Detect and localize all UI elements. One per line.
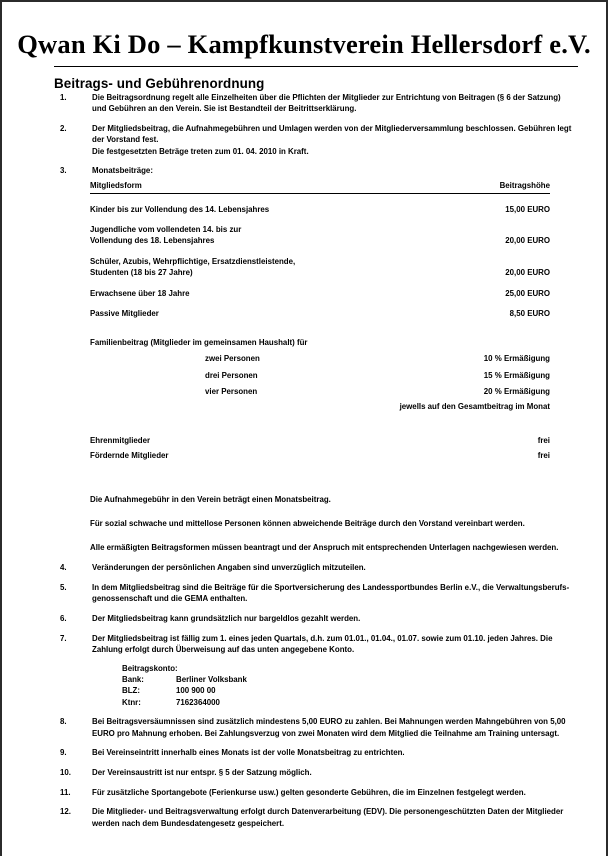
page-title: Qwan Ki Do – Kampfkunstverein Hellersdorf e.V. <box>17 29 591 59</box>
table-row <box>90 215 550 246</box>
clause-item <box>54 787 576 798</box>
family-fee-body <box>90 354 550 403</box>
clauses-mid-list <box>2 562 606 655</box>
clause-item <box>54 92 576 114</box>
clause-number: 9. <box>60 748 67 758</box>
bank-detail-row <box>122 697 606 708</box>
clause-number: 1. <box>60 93 67 103</box>
family-fee-table <box>90 354 550 403</box>
free-membership-row <box>90 436 550 451</box>
table-row <box>90 278 550 299</box>
fee-table-body <box>90 194 550 320</box>
fee-table-header-row <box>90 181 550 194</box>
bank-detail-value: 100 900 00 <box>176 686 216 696</box>
title-divider <box>54 66 578 67</box>
clause-number: 3. <box>60 166 67 176</box>
bank-detail-value: 7162364000 <box>176 697 220 707</box>
clause-number: 4. <box>60 563 67 573</box>
clauses-top-list <box>2 92 606 176</box>
family-discount-value: 20 % Ermäßigung <box>483 386 550 396</box>
clause-item <box>54 633 576 655</box>
clause-text: Der Mitgliedsbeitrag, die Aufnahmegebühren und Umlagen werden von der Mitgliederversammlung beschlossen. Gebühren legt der Vorstand fest. <box>92 124 572 145</box>
clause-item <box>54 806 576 828</box>
note-paragraph: Alle ermäßigten Beitragsformen müssen beantragt und der Anspruch mit entsprechenden Unterlagen nachgewiesen werden. <box>90 543 559 553</box>
clause-text: Die Beitragsordnung regelt alle Einzelheiten über die Pflichten der Mitglieder zur Entrichtung von Beitragen (§ 6 der Satzung) und Gebühren an den Verein. Sie ist Bestandteil der Beitrittserklärung. <box>92 93 561 114</box>
amount-cell: 25,00 EURO <box>505 288 550 298</box>
clause-item <box>54 716 576 738</box>
clause-text: Die Mitglieder- und Beitragsverwaltung erfolgt durch Datenverarbeitung (EDV). Die personengeschützten Daten der Mitglieder werden nach dem Bundesdatengesetz gespeichert. <box>92 807 564 828</box>
clauses-bottom-list <box>2 716 606 829</box>
clause-item <box>54 562 576 573</box>
section-heading: Beitrags- und Gebührenordnung <box>54 76 265 92</box>
clause-item <box>54 165 576 176</box>
clause-item <box>54 123 576 157</box>
clause-text: Bei Vereinseintritt innerhalb eines Monats ist der volle Monatsbeitrag zu entrichten. <box>92 748 405 758</box>
clause-text: Veränderungen der persönlichen Angaben sind unverzüglich mitzuteilen. <box>92 563 366 573</box>
family-discount-value: 10 % Ermäßigung <box>483 354 550 364</box>
clause-number: 8. <box>60 717 67 727</box>
clause-item <box>54 747 576 758</box>
family-size-label: vier Personen <box>205 386 258 396</box>
column-header-membership-form: Mitgliedsform <box>90 181 142 191</box>
clause-text: Der Mitgliedsbeitrag kann grundsätzlich nur bargeldlos gezahlt werden. <box>92 613 361 623</box>
clause-number: 5. <box>60 582 67 592</box>
membership-form-cell: Kinder bis zur Vollendung des 14. Lebensjahres <box>90 204 270 214</box>
family-fee-row <box>90 354 550 370</box>
amount-cell: 20,00 EURO <box>505 267 550 277</box>
membership-form-cell: Jugendliche vom vollendeten 14. bis zur Vollendung des 18. Lebensjahres <box>90 225 242 246</box>
column-header-amount: Beitragshöhe <box>499 181 550 191</box>
clause-number: 6. <box>60 613 67 623</box>
clause-number: 11. <box>60 787 71 797</box>
family-size-label: zwei Personen <box>205 354 260 364</box>
family-fee-title: Familienbeitrag (Mitglieder im gemeinsamen Haushalt) für <box>90 338 308 348</box>
notes-list <box>2 494 606 554</box>
fee-table-head <box>90 181 550 194</box>
bank-detail-key: Ktnr: <box>122 697 141 707</box>
bank-rows <box>122 674 606 708</box>
bank-detail-key: Bank: <box>122 675 144 685</box>
amount-cell: 15,00 EURO <box>505 204 550 214</box>
clause-text: In dem Mitgliedsbeitrag sind die Beiträge für die Sportversicherung des Landessportbundes Berlin e.V., die Verwaltungsberufs-genossenschaft und die GEMA enthalten. <box>92 582 570 604</box>
family-discount-value: 15 % Ermäßigung <box>483 370 550 380</box>
clause-number: 10. <box>60 768 71 777</box>
membership-form-cell: Passive Mitglieder <box>90 309 159 319</box>
table-row <box>90 194 550 215</box>
membership-form-cell: Schüler, Azubis, Wehrpflichtige, Ersatzdienstleistende, Studenten (18 bis 27 Jahre) <box>90 256 296 277</box>
fee-schedule <box>90 181 576 466</box>
clause-number: 2. <box>60 124 67 134</box>
clause-text: Der Vereinsaustritt ist nur entspr. § 5 der Satzung möglich. <box>92 768 312 777</box>
fee-table <box>90 181 550 319</box>
family-fee-row <box>90 387 550 403</box>
clause-text: Der Mitgliedsbeitrag ist fällig zum 1. eines jeden Quartals, d.h. zum 01.01., 01.04., 01.07. sowie zum 01.10. jeden Jahres. Die Zahlung erfolgt durch Überweisung auf das unten angegebene Konto. <box>92 633 553 654</box>
free-membership-value: frei <box>537 436 550 445</box>
clause-text: Die festgesetzten Beträge treten zum 01. 04. 2010 in Kraft. <box>92 146 309 156</box>
family-fee-note: jewells auf den Gesamtbeitrag im Monat <box>399 402 550 411</box>
membership-form-cell: Erwachsene über 18 Jahre <box>90 288 190 298</box>
bank-detail-row <box>122 674 606 685</box>
note-paragraph: Die Aufnahmegebühr in den Verein beträgt einen Monatsbeitrag. <box>90 495 331 504</box>
family-fee-row <box>90 371 550 387</box>
free-membership-label: Fördernde Mitglieder <box>90 451 169 460</box>
membership-form-cell-line2: Vollendung des 18. Lebensjahres <box>90 236 215 246</box>
clause-item <box>54 767 576 778</box>
amount-cell: 8,50 EURO <box>509 309 550 319</box>
table-row <box>90 247 550 278</box>
clause-number: 12. <box>60 807 71 817</box>
clause-text: Bei Beitragsversäumnissen sind zusätzlich mindestens 5,00 EURO zu zahlen. Bei Mahnungen werden Mahngebühren von 5,00 EURO pro Mahnung erhoben. Bei Zahlungsverzug von zwei Monaten wird dem Mitglied die Teilnahme am Training untersagt. <box>92 717 566 738</box>
bank-details-title: Beitragskonto: <box>122 663 178 673</box>
bank-detail-row <box>122 685 606 696</box>
note-paragraph: Für sozial schwache und mittellose Personen können abweichende Beiträge durch den Vorstand vereinbart werden. <box>90 519 525 529</box>
table-row <box>90 299 550 320</box>
amount-cell: 20,00 EURO <box>505 236 550 246</box>
free-membership-body <box>90 436 550 466</box>
clause-text: Für zusätzliche Sportangebote (Ferienkurse usw.) gelten gesonderte Gebühren, die im Einzelnen festgelegt werden. <box>92 787 526 797</box>
free-membership-table <box>90 436 550 466</box>
free-membership-row <box>90 451 550 466</box>
clause-item <box>54 582 576 604</box>
bank-detail-value: Berliner Volksbank <box>176 675 247 685</box>
clause-item <box>54 613 576 624</box>
clause-number: 7. <box>60 633 67 643</box>
page-content <box>2 2 606 856</box>
free-membership-value: frei <box>537 451 550 460</box>
bank-detail-key: BLZ: <box>122 686 140 696</box>
clause-text: Monatsbeiträge: <box>92 166 153 176</box>
membership-form-cell-line2: Studenten (18 bis 27 Jahre) <box>90 267 193 277</box>
family-size-label: drei Personen <box>205 370 258 380</box>
bank-details <box>122 663 606 708</box>
free-membership-label: Ehrenmitglieder <box>90 436 151 445</box>
